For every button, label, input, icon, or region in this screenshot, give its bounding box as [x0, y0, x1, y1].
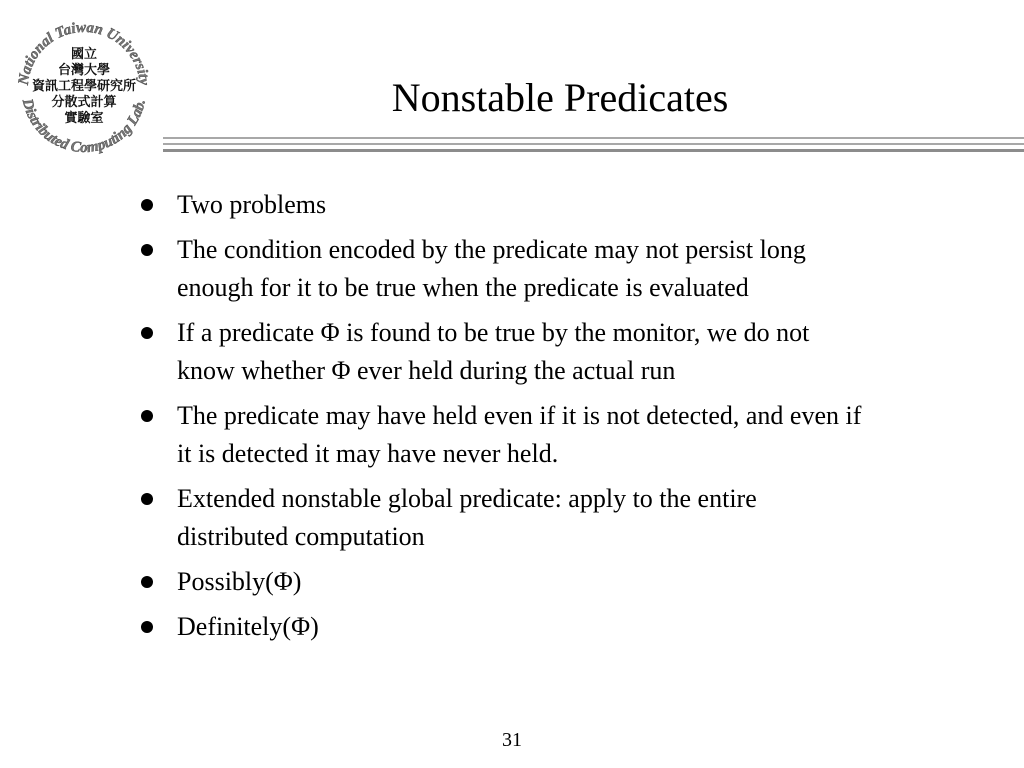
bullet-line: Two problems — [177, 190, 327, 219]
bullet-dot-icon — [141, 327, 153, 339]
bullet-line: The predicate may have held even if it is not detected, and even if — [177, 401, 862, 430]
bullet-item — [140, 563, 1006, 601]
bullet-line: Possibly(Φ) — [177, 567, 302, 596]
title-divider-line — [163, 143, 1024, 145]
bullet-dot-icon — [141, 621, 153, 633]
bullet-item — [140, 608, 1006, 646]
bullet-line: Definitely(Φ) — [177, 612, 319, 641]
bullet-item — [140, 186, 1006, 224]
bullet-line: Extended nonstable global predicate: apply to the entire — [177, 484, 757, 513]
bullet-line: know whether Φ ever held during the actual run — [177, 356, 676, 385]
svg-text:台灣大學: 台灣大學 — [57, 63, 111, 78]
bullet-item — [140, 314, 1006, 390]
bullet-list — [140, 186, 1006, 653]
university-lab-logo — [8, 8, 160, 160]
bullet-item — [140, 231, 1006, 307]
bullet-dot-icon — [141, 493, 153, 505]
bullet-dot-icon — [141, 410, 153, 422]
bullet-line: The condition encoded by the predicate may not persist long — [177, 235, 806, 264]
bullet-line: distributed computation — [177, 522, 425, 551]
title-divider-line — [163, 137, 1024, 139]
svg-text:資訊工程學研究所: 資訊工程學研究所 — [31, 79, 137, 94]
title-divider-line — [163, 149, 1024, 152]
bullet-dot-icon — [141, 244, 153, 256]
bullet-item — [140, 480, 1006, 556]
svg-text:分散式計算: 分散式計算 — [51, 95, 117, 110]
bullet-line: it is detected it may have never held. — [177, 439, 559, 468]
bullet-dot-icon — [141, 576, 153, 588]
svg-text:國立: 國立 — [70, 47, 98, 62]
bullet-item — [140, 397, 1006, 473]
bullet-dot-icon — [141, 199, 153, 211]
slide-title: Nonstable Predicates — [391, 75, 729, 120]
svg-text:Distributed Computing Lab.: Distributed Computing Lab. — [18, 97, 150, 157]
svg-text:實驗室: 實驗室 — [64, 111, 104, 126]
svg-text:National Taiwan University: National Taiwan University — [15, 19, 152, 86]
bullet-line: If a predicate Φ is found to be true by the monitor, we do not — [177, 318, 810, 347]
page-number: 31 — [502, 729, 522, 751]
bullet-line: enough for it to be true when the predicate is evaluated — [177, 273, 749, 302]
